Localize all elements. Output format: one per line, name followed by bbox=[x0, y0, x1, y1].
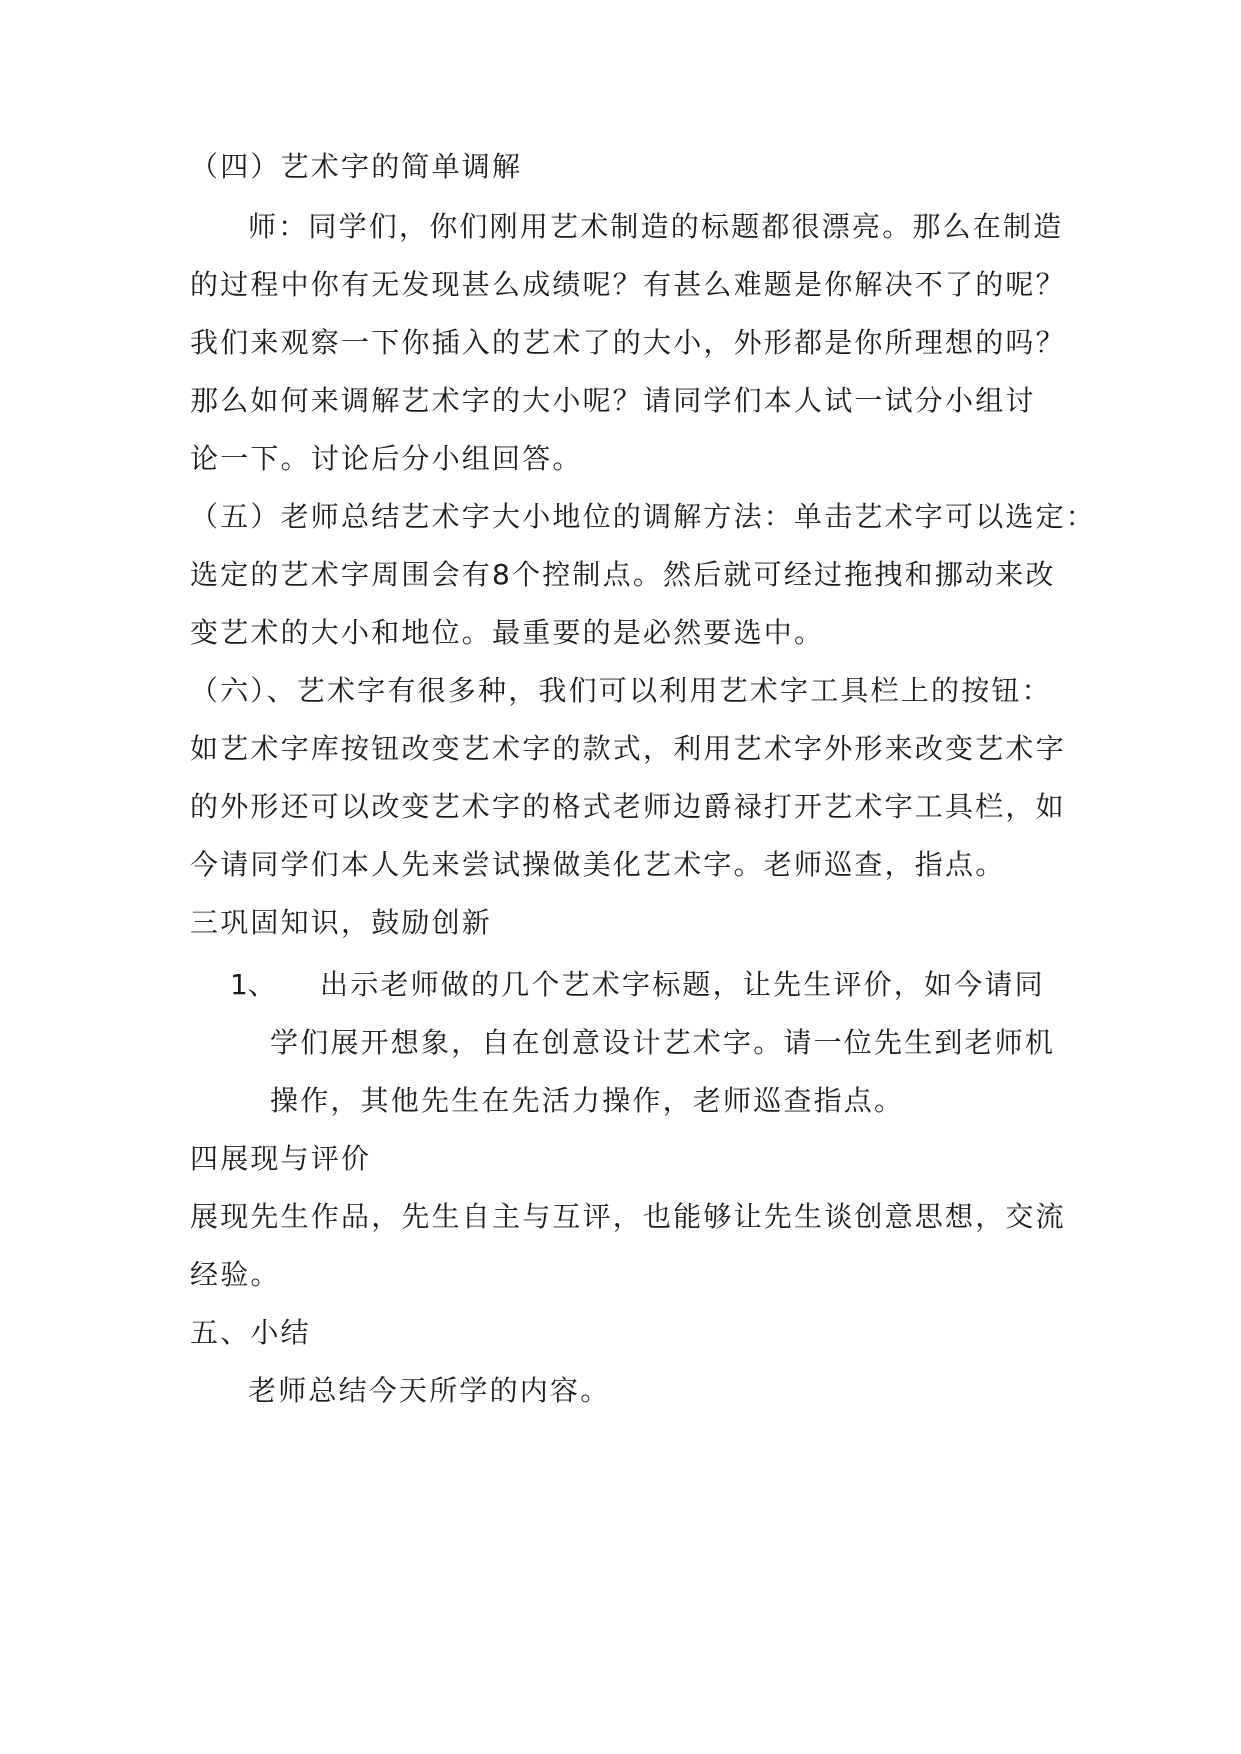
list-item-line: 操作，其他先生在先活力操作，老师巡查指点。 bbox=[270, 1084, 905, 1117]
paragraph-line: 那么如何来调解艺术字的大小呢？请同学们本人试一试分小组讨 bbox=[190, 384, 1036, 417]
section-heading-3: 三巩固知识，鼓励创新 bbox=[190, 906, 493, 939]
paragraph-line: 选定的艺术字周围会有8个控制点。然后就可经过拖拽和挪动来改 bbox=[190, 558, 1056, 591]
section-heading-4b: 四展现与评价 bbox=[190, 1142, 372, 1175]
paragraph-line: 展现先生作品，先生自主与互评，也能够让先生谈创意思想，交流 bbox=[190, 1200, 1066, 1233]
paragraph-line: 师：同学们，你们刚用艺术制造的标题都很漂亮。那么在制造 bbox=[248, 210, 1064, 243]
paragraph-line: 变艺术的大小和地位。最重要的是必然要选中。 bbox=[190, 616, 825, 649]
paragraph-line: 的外形还可以改变艺术字的格式老师边爵禄打开艺术字工具栏，如 bbox=[190, 790, 1066, 823]
list-item-line: 出示老师做的几个艺术字标题，让先生评价，如今请同 bbox=[320, 968, 1045, 1001]
list-item-line: 学们展开想象，自在创意设计艺术字。请一位先生到老师机 bbox=[270, 1026, 1056, 1059]
section-heading-5b: 五、小结 bbox=[190, 1316, 311, 1349]
section-heading-4: （四）艺术字的简单调解 bbox=[190, 150, 523, 183]
paragraph-line: 经验。 bbox=[190, 1258, 281, 1291]
paragraph-line: 老师总结今天所学的内容。 bbox=[248, 1374, 611, 1407]
paragraph-line: 如艺术字库按钮改变艺术字的款式，利用艺术字外形来改变艺术字 bbox=[190, 732, 1066, 765]
section-heading-5: （五）老师总结艺术字大小地位的调解方法：单击艺术字可以选定： bbox=[190, 500, 1097, 533]
paragraph-line: 今请同学们本人先来尝试操做美化艺术字。老师巡查，指点。 bbox=[190, 848, 1006, 881]
section-heading-6: （六）、艺术字有很多种，我们可以利用艺术字工具栏上的按钮： bbox=[190, 674, 1052, 707]
paragraph-line: 我们来观察一下你插入的艺术了的大小，外形都是你所理想的吗？ bbox=[190, 326, 1066, 359]
list-number: 1、 bbox=[230, 968, 276, 1001]
paragraph-line: 的过程中你有无发现甚么成绩呢？有甚么难题是你解决不了的呢？ bbox=[190, 268, 1066, 301]
paragraph-line: 论一下。讨论后分小组回答。 bbox=[190, 442, 583, 475]
